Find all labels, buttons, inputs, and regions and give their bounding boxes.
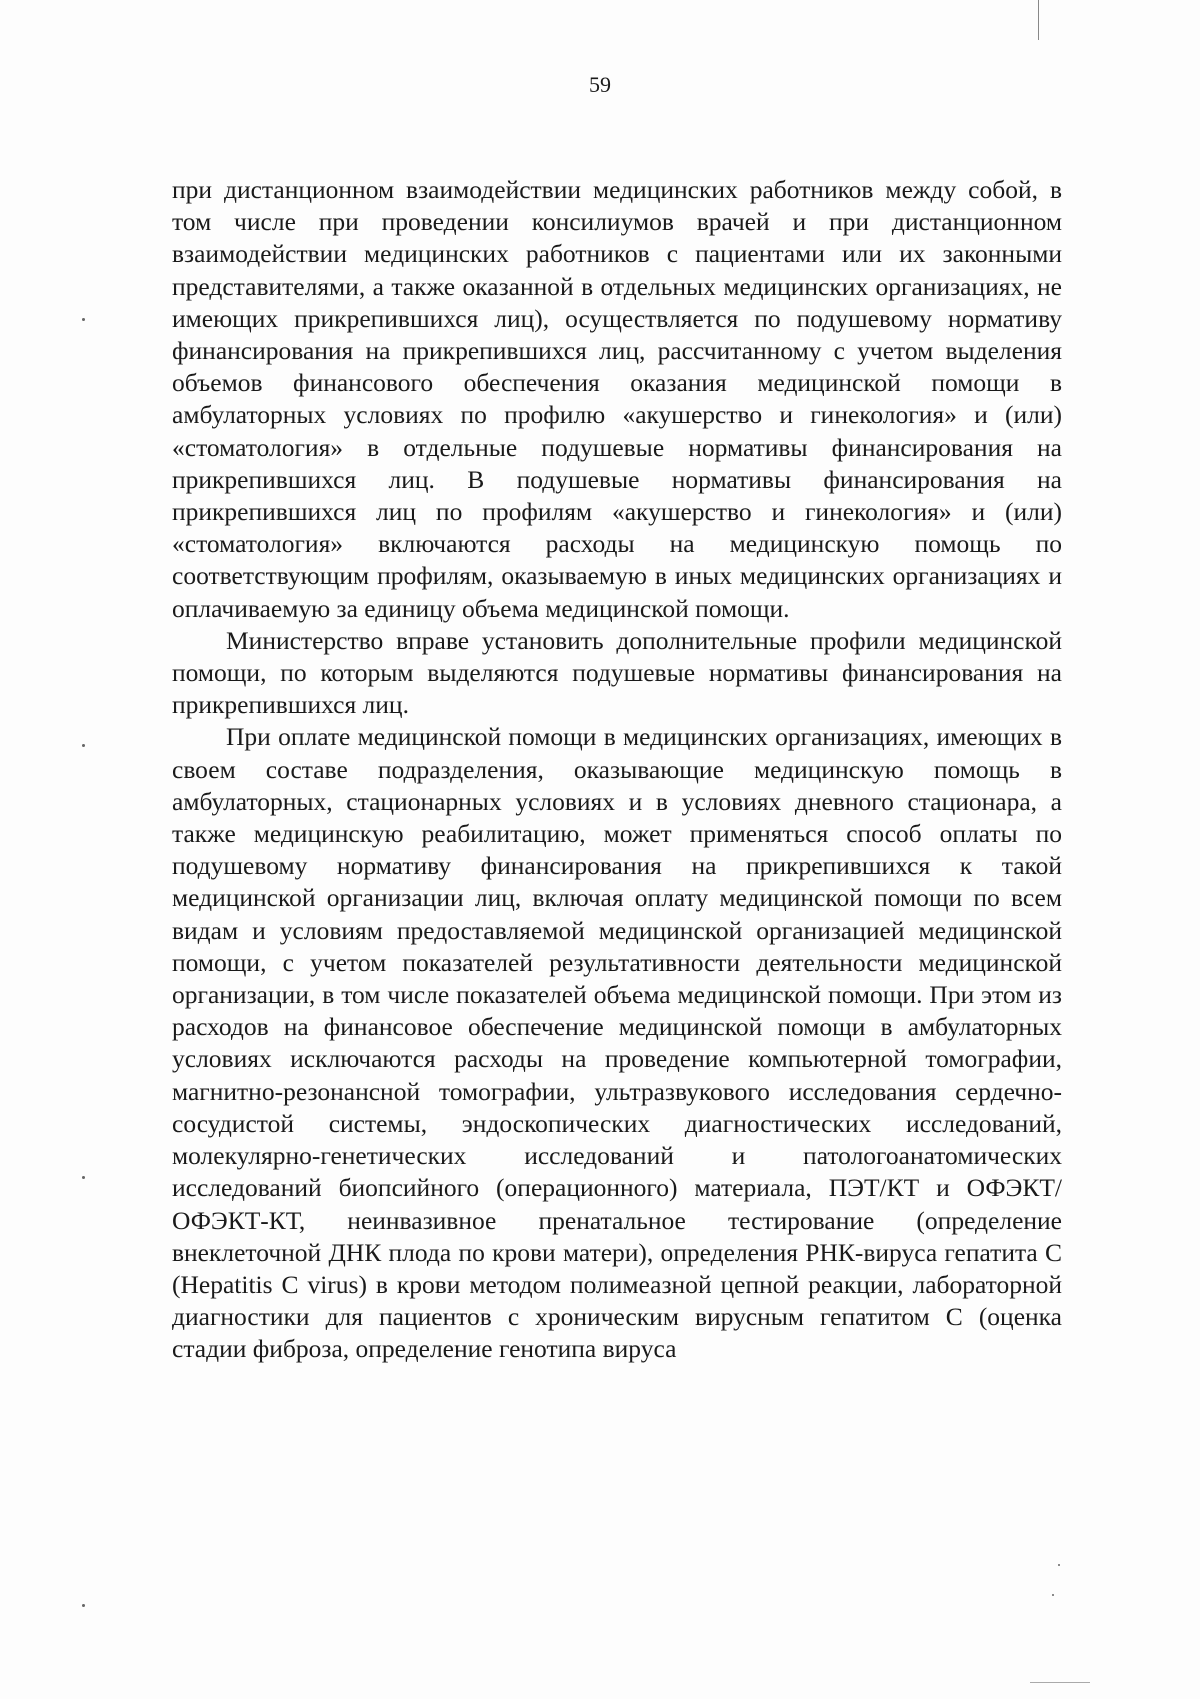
scan-artifact-dot <box>82 744 85 747</box>
scan-artifact-dot <box>1058 1564 1060 1566</box>
paragraph-ministry: Министерство вправе установить дополнительные профили медицинской помощи, по которым выделяются подушевые нормативы финансирования на прикрепившихся лиц. <box>172 625 1062 720</box>
scan-artifact-dot <box>1052 1594 1054 1596</box>
document-body <box>172 174 1062 1366</box>
paragraph-payment: При оплате медицинской помощи в медицинских организациях, имеющих в своем составе подразделения, оказывающие медицинскую помощь в амбулаторных, стационарных условиях и в условиях дневного стационара, а также медицинскую реабилитацию, может применяться способ оплаты по подушевому нормативу финансирования на прикрепившихся к такой медицинской организации лиц, включая оплату медицинской помощи по всем видам и условиям предоставляемой медицинской организацией медицинской помощи, с учетом показателей результативности деятельности медицинской организации, в том числе показателей объема медицинской помощи. При этом из расходов на финансовое обеспечение медицинской помощи в амбулаторных условиях исключаются расходы на проведение компьютерной томографии, магнитно-резонансной томографии, ультразвукового исследования сердечно-сосудистой системы, эндоскопических диагностических исследований, молекулярно-генетических исследований и патологоанатомических исследований биопсийного (операционного) материала, ПЭТ/КТ и ОФЭКТ/ОФЭКТ-КТ, неинвазивное пренатальное тестирование (определение внеклеточной ДНК плода по крови матери), определения РНК-вируса гепатита С (Hepatitis C virus) в крови методом полимеазной цепной реакции, лабораторной диагностики для пациентов с хроническим вирусным гепатитом С (оценка стадии фиброза, определение генотипа вируса <box>172 722 1062 1364</box>
page-number: 59 <box>589 72 611 97</box>
scan-artifact-line <box>1030 1682 1090 1683</box>
paragraph-continuation: при дистанционном взаимодействии медицинских работников между собой, в том числе при проведении консилиумов врачей и при дистанционном взаимодействии медицинских работников с пациентами или их законными представителями, а также оказанной в отдельных медицинских организациях, не имеющих прикрепившихся лиц), осуществляется по подушевому нормативу финансирования на прикрепившихся лиц, рассчитанному с учетом выделения объемов финансового обеспечения оказания медицинской помощи в амбулаторных условиях по профилю «акушерство и гинекология» и (или) «стоматология» в отдельные подушевые нормативы финансирования на прикрепившихся лиц. В подушевые нормативы финансирования на прикрепившихся лиц по профилям «акушерство и гинекология» и (или) «стоматология» включаются расходы на медицинскую помощь по соответствующим профилям, оказываемую в иных медицинских организациях и оплачиваемую за единицу объема медицинской помощи. <box>172 175 1062 623</box>
scan-artifact-line <box>1038 0 1039 40</box>
scan-artifact-dot <box>82 1176 85 1179</box>
scan-artifact-dot <box>82 1604 85 1607</box>
scan-artifact-dot <box>82 318 85 321</box>
